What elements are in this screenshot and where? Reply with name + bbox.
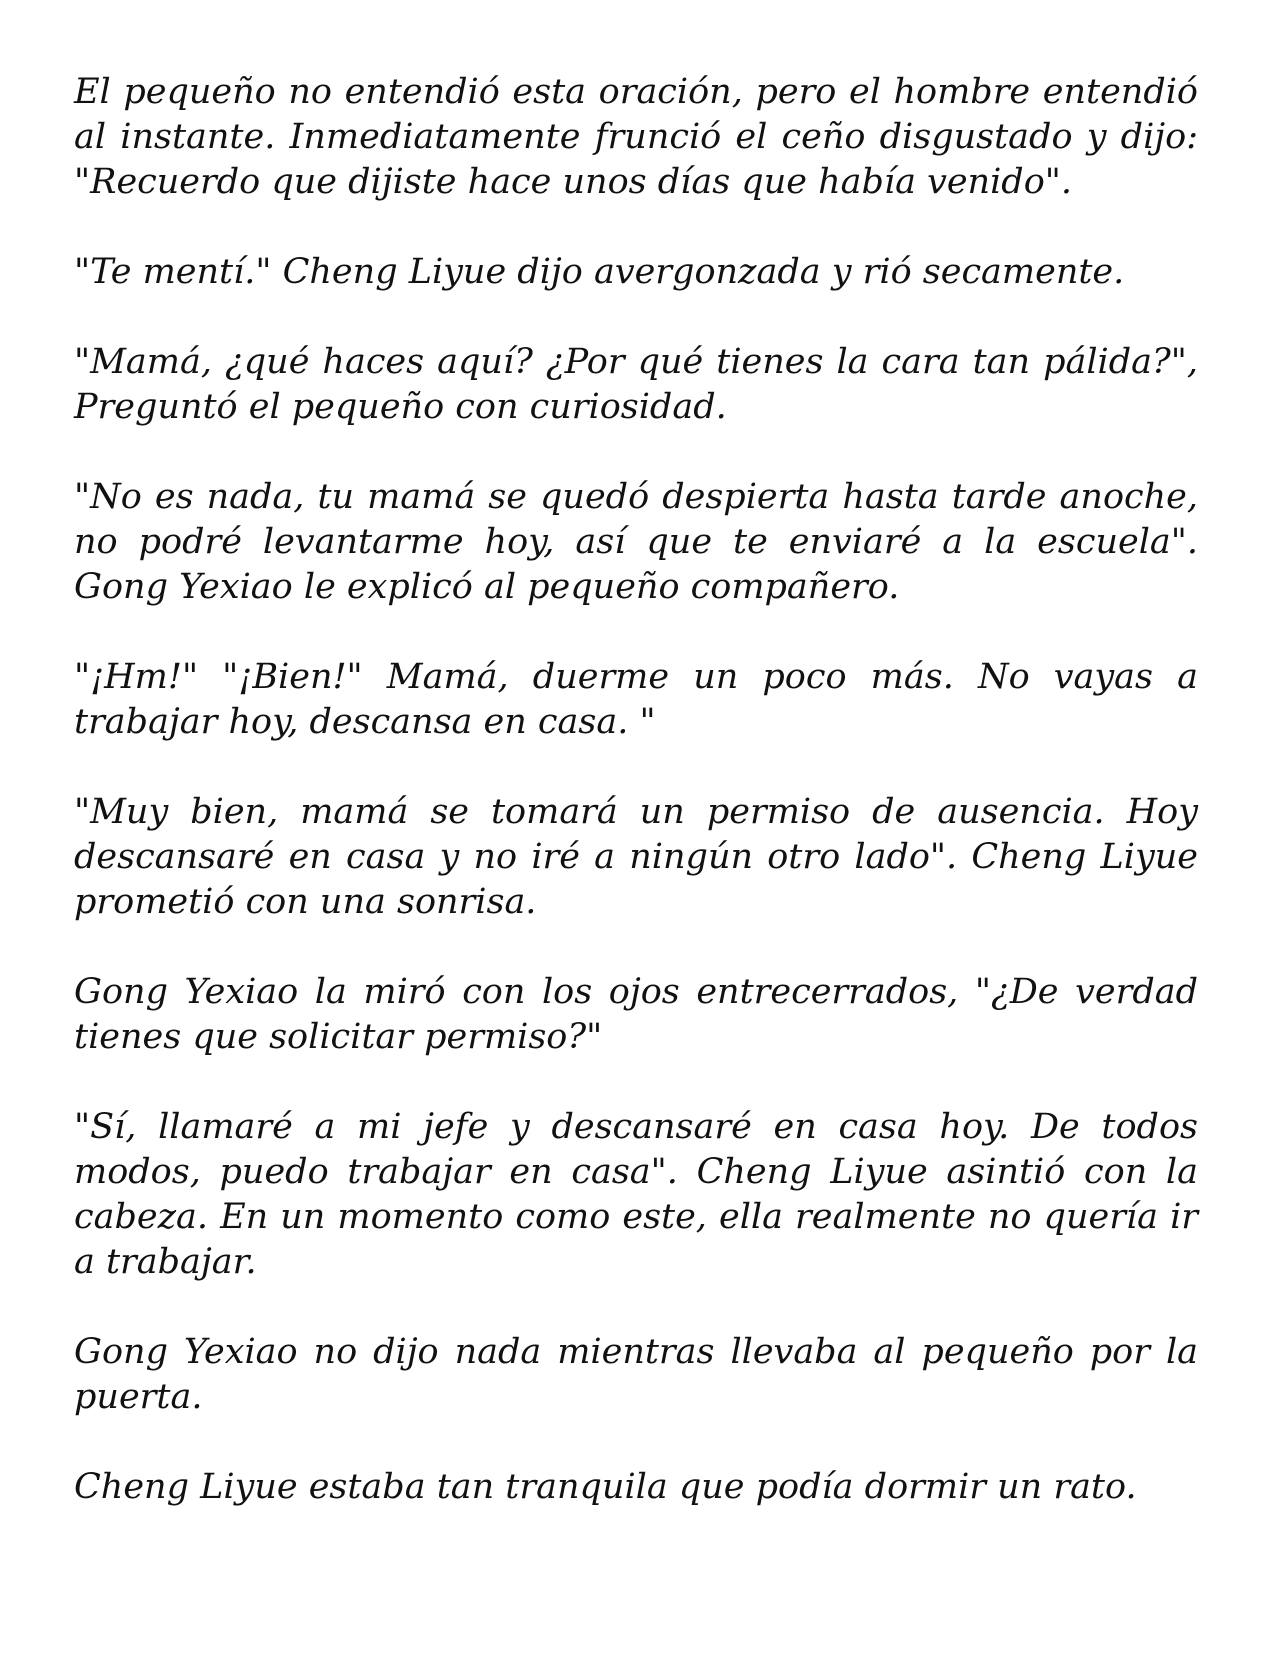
paragraph-1: El pequeño no entendió esta oración, pero el hombre entendió al instante. Inmediatamente frunció el ceño disgustado y dijo: "Recuerdo que dijiste hace unos días que había venido".: [74, 72, 1198, 202]
paragraph-6: "Muy bien, mamá se tomará un permiso de ausencia. Hoy descansaré en casa y no iré a ningún otro lado". Cheng Liyue prometió con una sonrisa.: [74, 792, 1198, 922]
document-page: [74, 70, 1198, 1510]
paragraph-5: "¡Hm!" "¡Bien!" Mamá, duerme un poco más. No vayas a trabajar hoy, descansa en casa. ": [74, 657, 1198, 742]
paragraph-3: "Mamá, ¿qué haces aquí? ¿Por qué tienes la cara tan pálida?", Preguntó el pequeño con curiosidad.: [74, 342, 1198, 427]
paragraph-2: "Te mentí." Cheng Liyue dijo avergonzada y rió secamente.: [74, 252, 1125, 292]
paragraph-10: Cheng Liyue estaba tan tranquila que podía dormir un rato.: [74, 1467, 1137, 1507]
paragraph-7: Gong Yexiao la miró con los ojos entrecerrados, "¿De verdad tienes que solicitar permiso?": [74, 972, 1198, 1057]
paragraph-4: "No es nada, tu mamá se quedó despierta hasta tarde anoche, no podré levantarme hoy, así que te enviaré a la escuela". Gong Yexiao le explicó al pequeño compañero.: [74, 477, 1198, 607]
paragraph-8: "Sí, llamaré a mi jefe y descansaré en casa hoy. De todos modos, puedo trabajar en casa". Cheng Liyue asintió con la cabeza. En un momento como este, ella realmente no quería ir a trabajar.: [74, 1107, 1198, 1282]
paragraph-9: Gong Yexiao no dijo nada mientras llevaba al pequeño por la puerta.: [74, 1332, 1198, 1417]
